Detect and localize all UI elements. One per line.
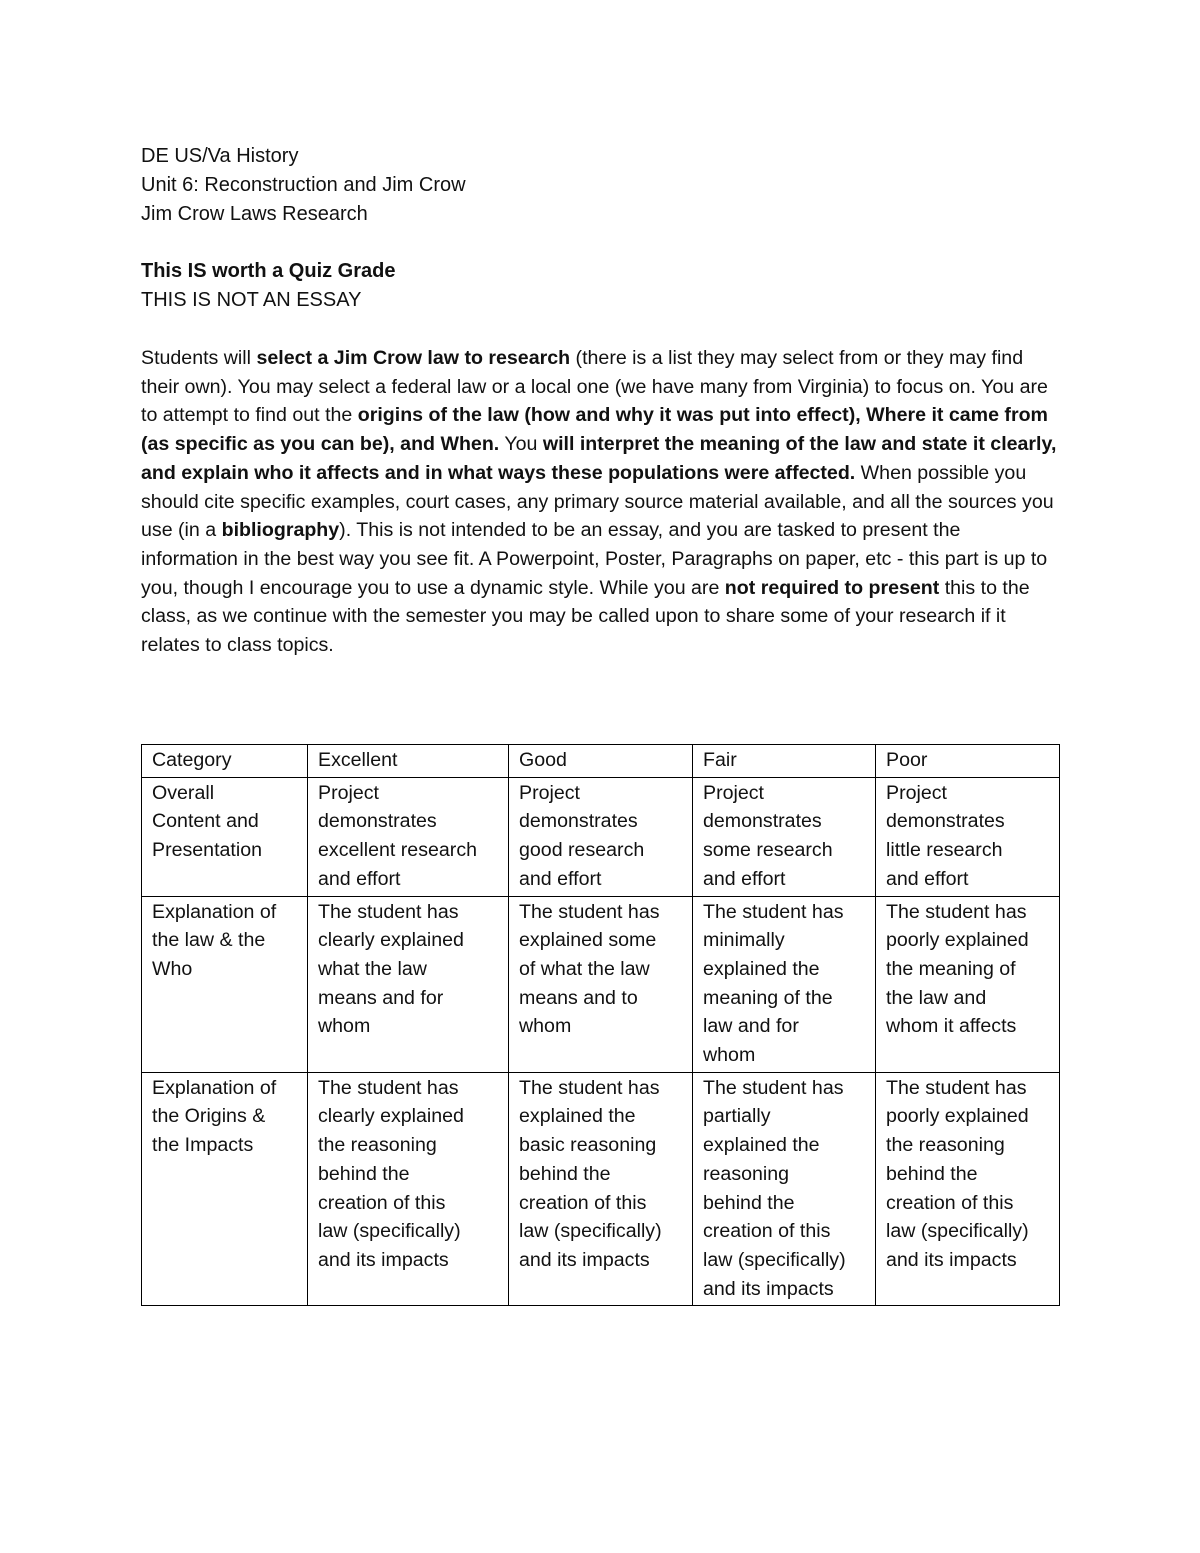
rubric-cell-line: Project bbox=[318, 781, 379, 804]
rubric-cell-line: creation of this bbox=[886, 1191, 1014, 1214]
rubric-cell-line: The student has bbox=[519, 1076, 660, 1099]
rubric-cell-line: and effort bbox=[703, 867, 786, 890]
rubric-header-cell: Good bbox=[509, 745, 693, 778]
rubric-cell-line: poorly explained bbox=[886, 1105, 1029, 1128]
rubric-cell-line: clearly explained bbox=[318, 929, 464, 952]
instructions-emphasis: not required to present bbox=[724, 576, 940, 599]
rubric-cell-line: The student has bbox=[703, 900, 844, 923]
rubric-criterion-cell bbox=[308, 777, 509, 896]
rubric-cell-line: the law & the bbox=[152, 929, 266, 952]
rubric-cell-line: good research bbox=[519, 839, 645, 862]
rubric-criterion-cell bbox=[876, 1072, 1060, 1306]
rubric-cell-line: The student has bbox=[519, 900, 660, 923]
rubric-table bbox=[141, 744, 1060, 1306]
rubric-category-cell bbox=[142, 1072, 308, 1306]
rubric-cell-line: The student has bbox=[703, 1076, 844, 1099]
rubric-cell-line: Explanation of bbox=[152, 1076, 277, 1099]
instructions-text: Students will bbox=[141, 347, 257, 369]
rubric-cell-line: little research bbox=[886, 839, 1003, 862]
rubric-cell-line: the Impacts bbox=[152, 1134, 254, 1157]
rubric-cell-line: demonstrates bbox=[519, 810, 638, 833]
instructions-text: You bbox=[499, 433, 543, 456]
rubric-cell-line: demonstrates bbox=[703, 810, 822, 833]
rubric-cell-line: Presentation bbox=[152, 839, 263, 862]
rubric-criterion-cell bbox=[693, 777, 876, 896]
rubric-cell-line: the Origins & bbox=[152, 1105, 266, 1128]
rubric-cell-line: creation of this bbox=[703, 1220, 831, 1243]
rubric-criterion-cell bbox=[509, 896, 693, 1072]
rubric-cell-line: whom bbox=[703, 1044, 756, 1067]
rubric-cell-line: law (specifically) bbox=[318, 1220, 461, 1243]
instructions bbox=[141, 344, 1061, 660]
rubric-cell-line: demonstrates bbox=[318, 810, 437, 833]
rubric-cell-line: The student has bbox=[886, 1076, 1027, 1099]
rubric-cell-line: meaning of the bbox=[703, 986, 833, 1009]
rubric-cell-line: what the law bbox=[318, 957, 427, 980]
rubric-cell-line: the reasoning bbox=[318, 1134, 437, 1157]
instructions-text: When possible you should cite specific examples, court cases, any primary source material available, and all the sources you use (in a bbox=[141, 461, 1054, 542]
course-title: DE US/Va History bbox=[141, 145, 299, 167]
quiz-grade-note: This IS worth a Quiz Grade bbox=[141, 260, 396, 282]
rubric-cell-line: behind the bbox=[703, 1191, 795, 1214]
rubric-cell-line: law (specifically) bbox=[519, 1220, 662, 1243]
rubric-header-row bbox=[142, 745, 1060, 778]
rubric-criterion-cell bbox=[876, 896, 1060, 1072]
rubric-cell-line: explained the bbox=[703, 957, 820, 980]
instructions-paragraph bbox=[141, 344, 1061, 660]
instructions-text: ). This is not intended to be an essay, and you are tasked to present the information in the best way you see fit. A Powerpoint, Poster, Paragraphs on paper, etc - this part is up to you, though I encourage you to use a dynamic style. While you are bbox=[141, 519, 1048, 599]
rubric-row bbox=[142, 1072, 1060, 1306]
rubric-header-cell: Excellent bbox=[308, 745, 509, 778]
rubric-cell-line: Project bbox=[886, 781, 947, 804]
rubric-cell-line: and effort bbox=[318, 867, 401, 890]
rubric-criterion-cell bbox=[308, 1072, 509, 1306]
rubric-cell-line: law (specifically) bbox=[886, 1220, 1029, 1243]
rubric-cell-line: law and for bbox=[703, 1015, 799, 1038]
rubric-cell-line: minimally bbox=[703, 929, 785, 952]
rubric-header-cell: Fair bbox=[693, 745, 876, 778]
rubric-cell-line: creation of this bbox=[318, 1191, 446, 1214]
rubric-cell-line: The student has bbox=[886, 900, 1027, 923]
instructions-emphasis: bibliography bbox=[221, 519, 340, 542]
unit-title: Unit 6: Reconstruction and Jim Crow bbox=[141, 174, 466, 196]
rubric-cell-line: The student has bbox=[318, 900, 459, 923]
instructions-text: (there is a list they may select from or they may find their own). You may select a federal law or a local one (we have many from Virginia) to focus on. You are to attempt to find out the bbox=[141, 347, 1048, 427]
rubric-row bbox=[142, 777, 1060, 896]
rubric-header-cell: Category bbox=[142, 745, 308, 778]
not-essay-note: THIS IS NOT AN ESSAY bbox=[141, 289, 362, 311]
rubric-header-cell: Poor bbox=[876, 745, 1060, 778]
rubric-cell-line: and its impacts bbox=[886, 1248, 1017, 1271]
rubric-cell-line: Who bbox=[152, 957, 193, 980]
rubric-cell-line: the meaning of bbox=[886, 957, 1016, 980]
rubric-cell-line: The student has bbox=[318, 1076, 459, 1099]
rubric-cell-line: whom it affects bbox=[886, 1015, 1017, 1038]
rubric-cell-line: explained the bbox=[519, 1105, 636, 1128]
rubric-cell-line: poorly explained bbox=[886, 929, 1029, 952]
rubric-cell-line: behind the bbox=[519, 1162, 611, 1185]
rubric-cell-line: the reasoning bbox=[886, 1134, 1005, 1157]
rubric-cell-line: and its impacts bbox=[318, 1248, 449, 1271]
rubric-criterion-cell bbox=[509, 777, 693, 896]
rubric-cell-line: and its impacts bbox=[703, 1277, 834, 1300]
rubric-cell-line: whom bbox=[519, 1015, 572, 1038]
rubric-cell-line: basic reasoning bbox=[519, 1134, 657, 1157]
instructions-emphasis: select a Jim Crow law to research bbox=[256, 347, 571, 369]
rubric-cell-line: means and to bbox=[519, 986, 638, 1009]
rubric-cell-line: explained some bbox=[519, 929, 657, 952]
rubric-cell-line: whom bbox=[318, 1015, 371, 1038]
rubric-cell-line: some research bbox=[703, 839, 833, 862]
rubric-criterion-cell bbox=[308, 896, 509, 1072]
grade-note bbox=[141, 257, 1061, 315]
rubric-cell-line: behind the bbox=[886, 1162, 978, 1185]
rubric-cell-line: Overall bbox=[152, 781, 215, 804]
rubric-cell-line: excellent research bbox=[318, 839, 478, 862]
rubric-cell-line: the law and bbox=[886, 986, 987, 1009]
rubric-cell-line: creation of this bbox=[519, 1191, 647, 1214]
rubric-cell-line: Project bbox=[519, 781, 580, 804]
instructions-emphasis: origins of the law (how and why it was put into effect), Where it came from (as specific as you can be), and When. bbox=[141, 404, 1048, 456]
instructions-emphasis: will interpret the meaning of the law and state it clearly, and explain who it affects and in what ways these populations were affected. bbox=[141, 433, 1057, 484]
rubric-cell-line: behind the bbox=[318, 1162, 410, 1185]
rubric-cell-line: Content and bbox=[152, 810, 259, 833]
document-header bbox=[141, 142, 1061, 229]
rubric-cell-line: means and for bbox=[318, 986, 444, 1009]
rubric-criterion-cell bbox=[693, 1072, 876, 1306]
rubric-criterion-cell bbox=[509, 1072, 693, 1306]
rubric-criterion-cell bbox=[693, 896, 876, 1072]
rubric-criterion-cell bbox=[876, 777, 1060, 896]
rubric-cell-line: and its impacts bbox=[519, 1248, 650, 1271]
instructions-text: this to the class, as we continue with the semester you may be called upon to share some of your research if it relates to class topics. bbox=[141, 576, 1030, 657]
assignment-title: Jim Crow Laws Research bbox=[141, 203, 368, 225]
rubric-cell-line: demonstrates bbox=[886, 810, 1005, 833]
rubric-cell-line: partially bbox=[703, 1105, 771, 1128]
rubric-cell-line: Explanation of bbox=[152, 900, 277, 923]
rubric-cell-line: and effort bbox=[886, 867, 969, 890]
rubric-row bbox=[142, 896, 1060, 1072]
rubric-cell-line: clearly explained bbox=[318, 1105, 464, 1128]
rubric-category-cell bbox=[142, 777, 308, 896]
rubric-cell-line: explained the bbox=[703, 1134, 820, 1157]
rubric-cell-line: Project bbox=[703, 781, 764, 804]
rubric-category-cell bbox=[142, 896, 308, 1072]
rubric-cell-line: law (specifically) bbox=[703, 1248, 846, 1271]
rubric-cell-line: and effort bbox=[519, 867, 602, 890]
rubric-cell-line: reasoning bbox=[703, 1162, 790, 1185]
rubric-cell-line: of what the law bbox=[519, 957, 650, 980]
